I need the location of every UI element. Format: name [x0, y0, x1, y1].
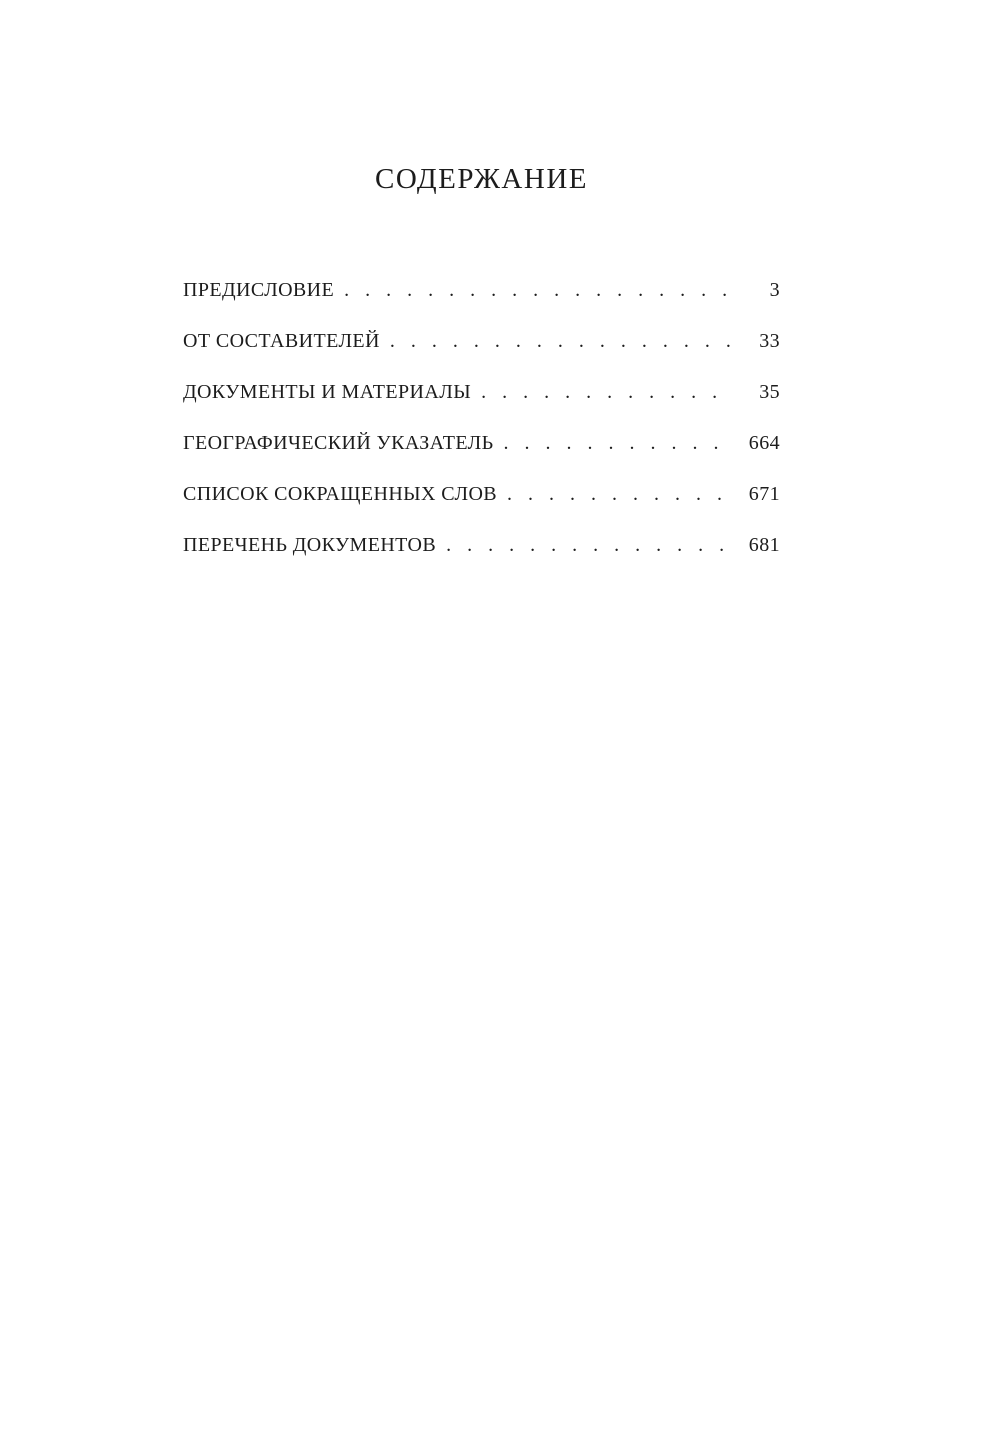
dot-leader — [446, 520, 730, 571]
toc-entry-label: ДОКУМЕНТЫ И МАТЕРИАЛЫ — [183, 381, 472, 403]
toc-entry-label: ГЕОГРАФИЧЕСКИЙ УКАЗАТЕЛЬ — [183, 432, 494, 454]
toc-entry-dokumenty-i-materialy — [183, 367, 780, 418]
toc-entry-geograficheskiy-ukazatel — [183, 418, 780, 469]
toc-entry-spisok-sokrashchennykh-slov — [183, 469, 780, 520]
toc-entry-label: СПИСОК СОКРАЩЕННЫХ СЛОВ — [183, 483, 498, 505]
toc-entry-page-number: 33 — [759, 330, 780, 352]
toc-entry-page-number: 3 — [769, 279, 780, 301]
dot-leader — [504, 418, 730, 469]
toc-entry-page-number: 671 — [748, 483, 780, 505]
toc-entry-perechen-dokumentov — [183, 520, 780, 571]
toc-entry-label: ПЕРЕЧЕНЬ ДОКУМЕНТОВ — [183, 534, 437, 556]
dot-leader — [481, 367, 730, 418]
toc-entry-label: ОТ СОСТАВИТЕЛЕЙ — [183, 330, 380, 352]
book-page — [183, 0, 780, 1429]
toc-entry-ot-sostaviteley — [183, 316, 780, 367]
dot-leader — [507, 469, 730, 520]
toc-entry-page-number: 664 — [748, 432, 780, 454]
page-title: СОДЕРЖАНИЕ — [375, 163, 588, 195]
toc-list — [183, 265, 780, 571]
dot-leader — [390, 316, 730, 367]
toc-entry-page-number: 681 — [748, 534, 780, 556]
dot-leader — [344, 265, 730, 316]
toc-entry-page-number: 35 — [759, 381, 780, 403]
toc-entry-predislovie — [183, 265, 780, 316]
toc-entry-label: ПРЕДИСЛОВИЕ — [183, 279, 335, 301]
